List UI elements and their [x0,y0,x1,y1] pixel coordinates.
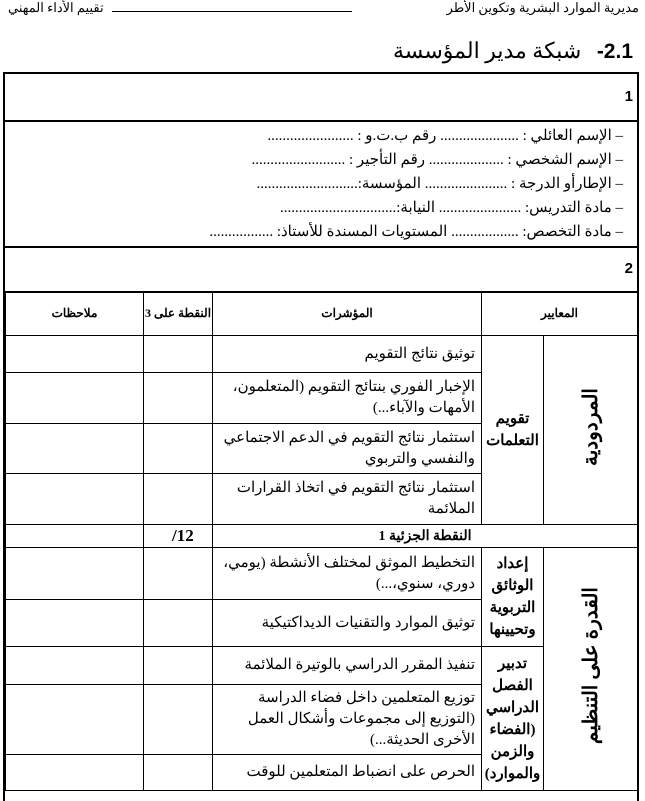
subcriteria-classroom: تدبير الفصل الدراسي (الفضاء والزمن والموارد) [482,647,544,791]
criteria-table [5,291,638,791]
score-cell[interactable] [144,685,213,755]
partial-score-label: النقطة الجزئية 1 [213,525,638,548]
indicator-row: توثيق الموارد والتقنيات الديداكتيكية [213,600,482,647]
indicator-row: توزيع المتعلمين داخل فضاء الدراسة (التوزيع إلى مجموعات وأشكال العمل الأخرى الحديثة...) [213,685,482,755]
info-row-subject: – مادة التدريس: ...................... النيابة:............................... [280,200,623,216]
indicator-row: تنفيذ المقرر الدراسي بالوتيرة الملائمة [213,647,482,685]
notes-cell[interactable] [6,548,144,600]
domain-performance: المردودية [544,336,638,525]
info-row-first-name: – الإسم الشخصي : .................... رقم التأجير : ......................... [251,152,623,168]
domain-organization: القدرة على التنظيم [544,548,638,791]
page-header [0,0,645,20]
header-indicators: المؤشرات [213,292,482,336]
score-cell[interactable] [144,424,213,474]
score-cell[interactable] [144,548,213,600]
evaluation-grid-frame [3,72,639,801]
block-1-header [5,74,637,122]
info-row-grade: – الإطارأو الدرجة : ...................... المؤسسة:........................... [256,176,623,192]
block-1-label: 1 [624,88,633,105]
notes-cell[interactable] [6,755,144,791]
score-cell[interactable] [144,373,213,424]
info-row-specialty: – مادة التخصص: .................. المستويات المسندة للأستاذ: ................. [209,224,623,240]
indicator-row: التخطيط الموثق لمختلف الأنشطة (يومي، دوري، سنوي،...) [213,548,482,600]
indicator-row: استثمار نتائج التقويم في الدعم الاجتماعي والنفسي والتربوي [213,424,482,474]
indicator-row: الإخبار الفوري بنتائج التقويم (المتعلمون، الأمهات والآباء...) [213,373,482,424]
info-row-family-name: – الإسم العائلي : ..................... رقم ب.ت.و : ....................... [267,128,623,144]
block-2-label: 2 [624,260,633,277]
subcriteria-documents: إعداد الوثائق التربوية وتحيينها [482,548,544,647]
partial-score-value: /12 [144,525,213,548]
notes-cell[interactable] [6,685,144,755]
section-title [393,38,633,64]
notes-cell[interactable] [6,647,144,685]
indicator-row: توثيق نتائج التقويم [213,336,482,373]
notes-cell[interactable] [6,424,144,474]
score-cell[interactable] [144,474,213,525]
header-evaluation: تقييم الأداء المهني [8,0,104,15]
header-rule [112,11,352,12]
teacher-info [5,120,637,248]
score-cell[interactable] [144,647,213,685]
notes-cell[interactable] [6,474,144,525]
indicator-row: استثمار نتائج التقويم في اتخاذ القرارات الملائمة [213,474,482,525]
score-cell[interactable] [144,755,213,791]
header-directorate: مديرية الموارد البشرية وتكوين الأطر [446,0,639,15]
notes-cell[interactable] [6,525,144,548]
section-title-text: شبكة مدير المؤسسة [392,38,582,63]
notes-cell[interactable] [6,336,144,373]
subcriteria-assessment: تقويم التعلمات [482,336,544,525]
block-2-header [5,246,637,293]
header-score: النقطة على 3 [144,292,213,336]
section-number: -2.1 [596,40,633,63]
notes-cell[interactable] [6,600,144,647]
header-criteria: المعايير [482,292,638,336]
header-notes: ملاحظات [6,292,144,336]
score-cell[interactable] [144,336,213,373]
indicator-row: الحرص على انضباط المتعلمين للوقت [213,755,482,791]
score-cell[interactable] [144,600,213,647]
notes-cell[interactable] [6,373,144,424]
